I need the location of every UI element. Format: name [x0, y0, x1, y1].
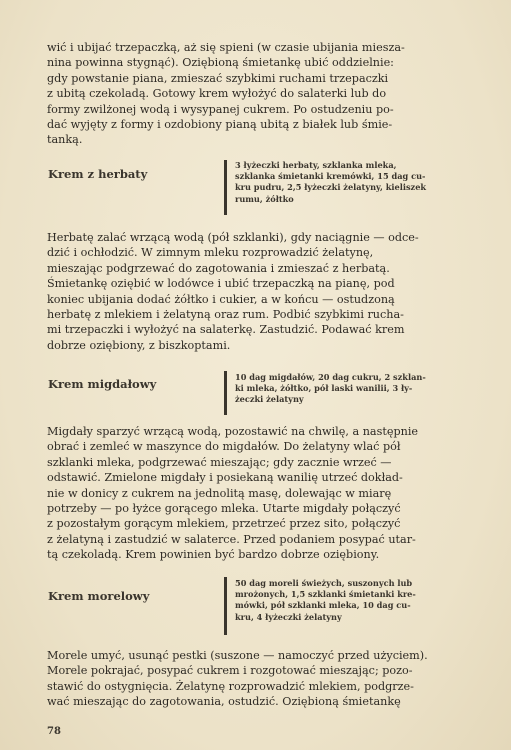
- text-line: Morele umyć, usunąć pestki (suszone — namoczyć przed użyciem).: [47, 649, 428, 662]
- text-line: mieszając podgrzewać do zagotowania i zmieszać z herbatą.: [47, 261, 390, 275]
- ingredient-line: 3 łyżeczki herbaty, szklanka mleka,: [235, 160, 397, 170]
- text-line: tanką.: [47, 133, 83, 147]
- text-line: herbatę z mlekiem i żelatyną oraz rum. Podbić szybkimi rucha-: [47, 308, 404, 322]
- recipe-body: [47, 424, 463, 563]
- divider-bar: [224, 577, 227, 635]
- ingredient-line: 50 dag moreli świeżych, suszonych lub: [235, 578, 413, 588]
- text-line: wić i ubijać trzepaczką, aż się spieni (w czasie ubijania miesza-: [47, 41, 405, 54]
- divider-bar: [224, 371, 227, 415]
- recipe-body: [47, 648, 463, 710]
- recipe-title: Krem migdałowy: [48, 377, 157, 391]
- text-line: nie w donicy z cukrem na jednolitą masę, dolewając w miarę: [47, 486, 392, 500]
- ingredient-line: mówki, pół szklanki mleka, 10 dag cu-: [235, 600, 411, 611]
- ingredient-line: kru pudru, 2,5 łyżeczki żelatyny, kieliszek: [235, 182, 427, 193]
- page-number: 78: [47, 726, 61, 737]
- ingredients-list: [235, 160, 465, 205]
- text-line: z ubitą czekoladą. Gotowy krem wyłożyć do salaterki lub do: [47, 87, 387, 101]
- text-line: koniec ubijania dodać żółtko i cukier, a w końcu — ostudzoną: [47, 292, 395, 306]
- text-line: gdy powstanie piana, zmieszać szybkimi ruchami trzepaczki: [47, 71, 389, 85]
- text-line: Śmietankę oziębić w lodówce i ubić trzepaczką na pianę, pod: [47, 277, 395, 291]
- text-line: z żelatyną i zastudzić w salaterce. Przed podaniem posypać utar-: [47, 532, 416, 546]
- divider-bar: [224, 160, 227, 215]
- recipe-title: Krem morelowy: [48, 589, 150, 603]
- text-line: wać mieszając do zagotowania, ostudzić. Oziębioną śmietankę: [47, 695, 401, 709]
- ingredients-list: [235, 372, 465, 406]
- intro-paragraph: [47, 40, 463, 148]
- text-line: Morele pokrajać, posypać cukrem i rozgotować mieszając; pozo-: [47, 664, 413, 678]
- recipe-body: [47, 230, 463, 353]
- text-line: dobrze oziębiony, z biszkoptami.: [47, 338, 231, 352]
- text-line: szklanki mleka, podgrzewać mieszając; gdy zacznie wrzeć —: [47, 455, 392, 469]
- ingredient-line: ki mleka, żółtko, pół laski wanilii, 3 ły-: [235, 383, 413, 394]
- text-line: stawić do ostygnięcia. Żelatynę rozprowadzić mlekiem, podgrze-: [47, 679, 414, 693]
- text-line: potrzeby — po łyżce gorącego mleka. Utarte migdały połączyć: [47, 502, 401, 516]
- recipe-title: Krem z herbaty: [48, 167, 148, 181]
- text-line: mi trzepaczki i wyłożyć na salaterkę. Zastudzić. Podawać krem: [47, 323, 405, 337]
- ingredient-line: rumu, żółtko: [235, 193, 294, 204]
- text-line: nina powinna stygnąć). Oziębioną śmietankę ubić oddzielnie:: [47, 56, 394, 70]
- text-line: z pozostałym gorącym mlekiem, przetrzeć przez sito, połączyć: [47, 517, 401, 531]
- ingredients-list: [235, 578, 465, 623]
- ingredient-line: mrożonych, 1,5 szklanki śmietanki kre-: [235, 589, 416, 600]
- ingredient-line: kru, 4 łyżeczki żelatyny: [235, 611, 342, 622]
- text-line: formy zwilżonej wodą i wysypanej cukrem. Po ostudzeniu po-: [47, 102, 394, 116]
- text-line: dzić i ochłodzić. W zimnym mleku rozprowadzić żelatynę,: [47, 246, 374, 260]
- ingredient-line: szklanka śmietanki kremówki, 15 dag cu-: [235, 171, 426, 182]
- ingredient-line: 10 dag migdałów, 20 dag cukru, 2 szklan-: [235, 372, 426, 382]
- text-line: Herbatę zalać wrzącą wodą (pół szklanki), gdy naciągnie — odce-: [47, 231, 419, 244]
- text-line: tą czekoladą. Krem powinien być bardzo dobrze oziębiony.: [47, 548, 380, 562]
- text-line: odstawić. Zmielone migdały i posiekaną wanilię utrzeć dokład-: [47, 471, 403, 485]
- text-line: obrać i zemleć w maszynce do migdałów. Do żelatyny wlać pół: [47, 440, 401, 454]
- ingredient-line: żeczki żelatyny: [235, 394, 304, 405]
- text-line: dać wyjęty z formy i ozdobiony pianą ubitą z białek lub śmie-: [47, 118, 393, 132]
- text-line: Migdały sparzyć wrzącą wodą, pozostawić na chwilę, a następnie: [47, 425, 419, 438]
